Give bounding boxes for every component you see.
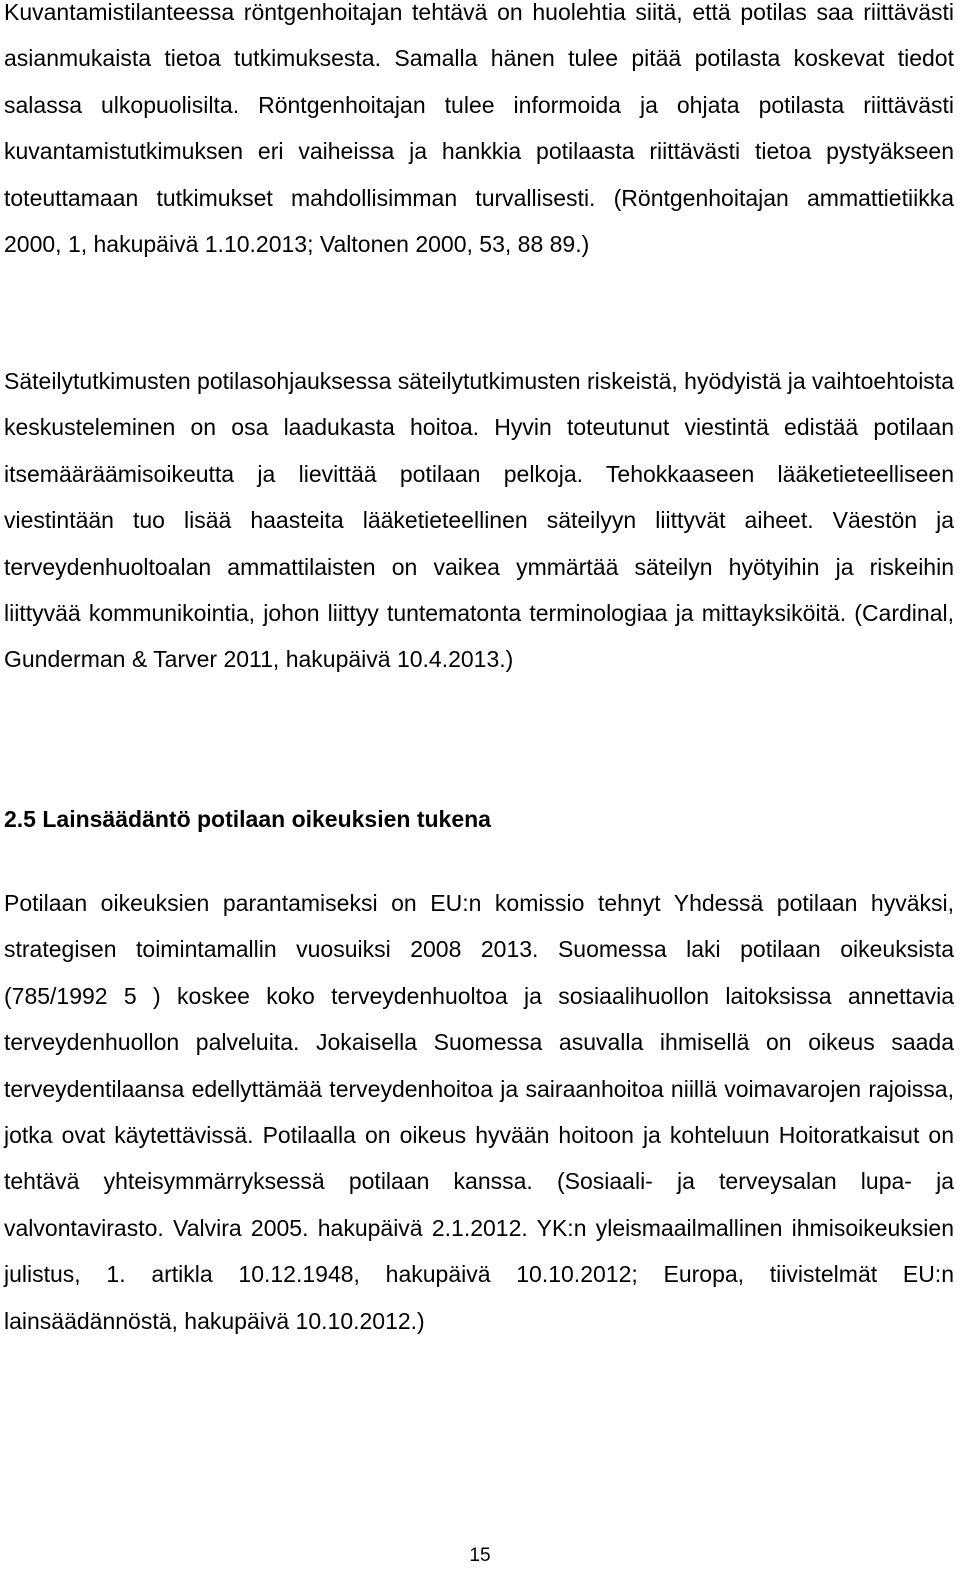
body-paragraph: Kuvantamistilanteessa röntgenhoitajan tehtävä on huolehtia siitä, että potilas saa riittävästi asianmukaista tietoa tutkimuksesta. Samalla hänen tulee pitää potilasta koskevat tiedot salassa ulkopuolisilta. Röntgenhoitajan tulee informoida ja ohjata potilasta riittävästi kuvantamistutkimuksen eri vaiheissa ja hankkia potilaasta riittävästi tietoa pystyäkseen toteuttamaan tutkimukset mahdollisimman turvallisesti. (Röntgenhoitajan ammattietiikka 2000, 1, hakupäivä 1.10.2013; Valtonen 2000, 53, 88 89.)	[4, 0, 954, 258]
body-paragraph: Säteilytutkimusten potilasohjauksessa säteilytutkimusten riskeistä, hyödyistä ja vaihtoehtoista keskusteleminen on osa laadukasta hoitoa. Hyvin toteutunut viestintä edistää potilaan itsemääräämisoikeutta ja lievittää potilaan pelkoja. Tehokkaaseen lääketieteelliseen viestintään tuo lisää haasteita lääketieteellinen säteilyyn liittyvät aiheet. Väestön ja terveydenhuoltoalan ammattilaisten on vaikea ymmärtää säteilyn hyötyihin ja riskeihin liittyvää kommunikointia, johon liittyy tuntematonta terminologiaa ja mittayksiköitä. (Cardinal, Gunderman & Tarver 2011, hakupäivä 10.4.2013.)	[4, 368, 954, 673]
section-heading: 2.5 Lainsäädäntö potilaan oikeuksien tukena	[4, 806, 491, 832]
body-paragraph: Potilaan oikeuksien parantamiseksi on EU:n komissio tehnyt Yhdessä potilaan hyväksi, strategisen toimintamallin vuosuiksi 2008 2013. Suomessa laki potilaan oikeuksista (785/1992 5 ) koskee koko terveydenhuoltoa ja sosiaalihuollon laitoksissa annettavia terveydenhuollon palveluita. Jokaisella Suomessa asuvalla ihmisellä on oikeus saada terveydentilaansa edellyttämää terveydenhoitoa ja sairaanhoitoa niillä voimavarojen rajoissa, jotka ovat käytettävissä. Potilaalla on oikeus hyvään hoitoon ja kohteluun Hoitoratkaisut on tehtävä yhteisymmärryksessä potilaan kanssa. (Sosiaali- ja terveysalan lupa- ja valvontavirasto. Valvira 2005. hakupäivä 2.1.2012. YK:n yleismaailmallinen ihmisoikeuksien julistus, 1. artikla 10.12.1948, hakupäivä 10.10.2012; Europa, tiivistelmät EU:n lainsäädännöstä, hakupäivä 10.10.2012.)	[4, 890, 954, 1334]
page-number: 15	[469, 1545, 491, 1566]
